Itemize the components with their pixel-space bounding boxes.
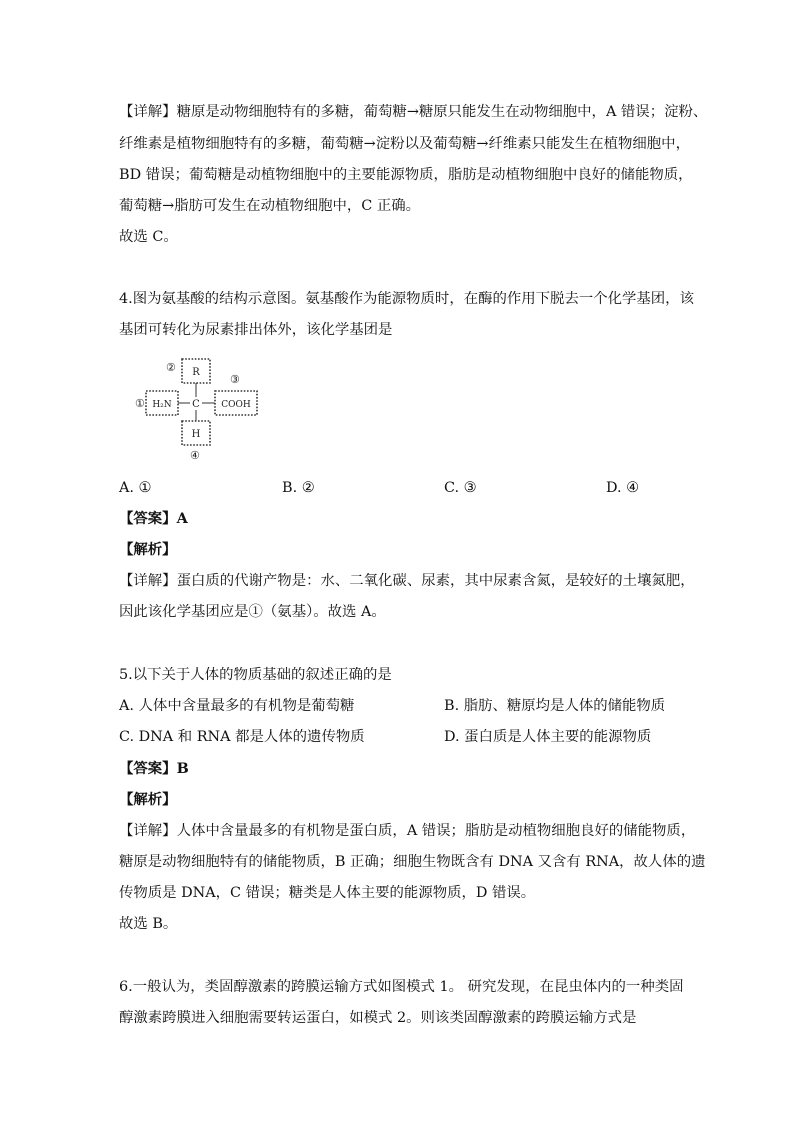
question-4-option-c: C. ③	[444, 480, 477, 496]
question-4-answer: 【答案】A	[119, 510, 188, 527]
detail-line: BD 错误；葡萄糖是动植物细胞中的主要能源物质，脂肪是动植物细胞中良好的储能物质，	[119, 167, 693, 183]
question-6-stem: 醇激素跨膜进入细胞需要转运蛋白，如模式 2。则该类固醇激素的跨膜运输方式是	[119, 1010, 637, 1026]
question-5-conclusion: 故选 B。	[119, 916, 178, 932]
detail-line: 葡萄糖→脂肪可发生在动植物细胞中，C 正确。	[119, 198, 421, 214]
question-5-detail: 【详解】人体中含量最多的有机物是蛋白质，A 错误；脂肪是动植物细胞良好的储能物质，	[119, 823, 696, 839]
question-5-option-c: C. DNA 和 RNA 都是人体的遗传物质	[119, 729, 365, 745]
conclusion-line: 故选 C。	[119, 229, 178, 245]
r-group-label: R	[192, 367, 200, 378]
marker-3: ③	[230, 373, 240, 386]
amino-acid-structure-diagram	[135, 355, 270, 463]
carboxyl-group-label: COOH	[221, 400, 251, 410]
question-4-option-d: D. ④	[606, 480, 640, 496]
question-4-option-a: A. ①	[119, 480, 152, 496]
question-5-option-d: D. 蛋白质是人体主要的能源物质	[444, 729, 652, 745]
detail-line: 纤维素是植物细胞特有的多糖，葡萄糖→淀粉以及葡萄糖→纤维素只能发生在植物细胞中，	[119, 136, 690, 152]
question-4-stem: 基团可转化为尿素排出体外，该化学基团是	[119, 322, 393, 338]
question-5-stem: 5.以下关于人体的物质基础的叙述正确的是	[119, 667, 392, 683]
question-4-option-b: B. ②	[282, 480, 315, 496]
marker-1: ①	[135, 397, 145, 410]
question-5-detail: 传物质是 DNA，C 错误；糖类是人体主要的能源物质，D 错误。	[119, 885, 536, 901]
amino-group-label: H₂N	[152, 400, 172, 410]
question-5-analysis-heading: 【解析】	[119, 791, 177, 808]
hydrogen-label: H	[191, 429, 201, 440]
question-4-analysis-heading: 【解析】	[119, 541, 177, 558]
question-5-answer: 【答案】B	[119, 760, 189, 777]
question-5-option-b: B. 脂肪、糖原均是人体的储能物质	[444, 698, 666, 714]
detail-line: 【详解】糖原是动物细胞特有的多糖，葡萄糖→糖原只能发生在动物细胞中，A 错误；淀粉、	[119, 104, 708, 120]
question-5-option-a: A. 人体中含量最多的有机物是葡萄糖	[119, 698, 355, 714]
question-5-detail: 糖原是动物细胞特有的储能物质，B 正确；细胞生物既含有 DNA 又含有 RNA，故人体的遗	[119, 854, 706, 870]
question-4-stem: 4.图为氨基酸的结构示意图。氨基酸作为能源物质时，在酶的作用下脱去一个化学基团，该	[119, 291, 694, 307]
marker-4: ④	[190, 449, 200, 462]
marker-2: ②	[166, 361, 176, 374]
question-6-stem: 6.一般认为，类固醇激素的跨膜运输方式如图模式 1。 研究发现，在昆虫体内的一种类固	[119, 979, 684, 995]
question-4-detail: 【详解】蛋白质的代谢产物是：水、二氧化碳、尿素，其中尿素含氮，是较好的土壤氮肥，	[119, 573, 695, 589]
question-4-detail: 因此该化学基团应是①（氨基）。故选 A。	[119, 604, 386, 620]
alpha-carbon-label: C	[192, 399, 200, 410]
